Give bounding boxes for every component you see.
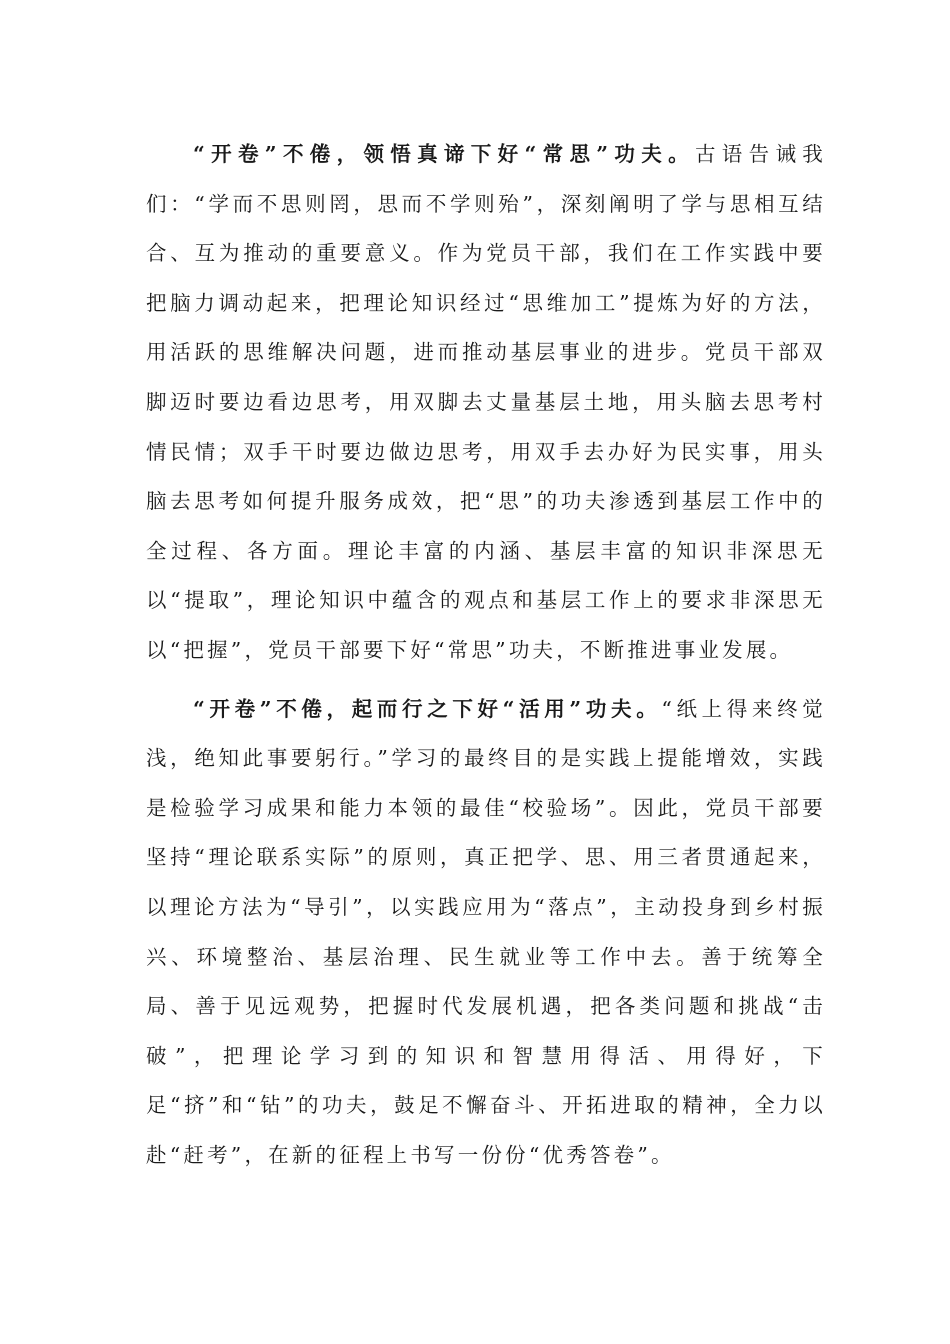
document-page — [146, 130, 826, 1180]
paragraph-2-body: “纸上得来终觉浅，绝知此事要躬行。”学习的最终目的是实践上提能增效，实践是检验学习成果和能力本领的最佳“校验场”。因此，党员干部要坚持“理论联系实际”的原则，真正把学、思、用三者贯通起来，以理论方法为“导引”，以实践应用为“落点”，主动投身到乡村振兴、环境整治、基层治理、民生就业等工作中去。善于统筹全局、善于见远观势，把握时代发展机遇，把各类问题和挑战“击破”，把理论学习到的知识和智慧用得活、用得好，下足“挤”和“钻”的功夫，鼓足不懈奋斗、开拓进取的精神，全力以赴“赶考”，在新的征程上书写一份份“优秀答卷”。 — [146, 696, 826, 1167]
paragraph-1-heading: “开卷”不倦，领悟真谛下好“常思”功夫。 — [193, 142, 695, 166]
paragraph-1-body: 古语告诫我们：“学而不思则罔，思而不学则殆”，深刻阐明了学与思相互结合、互为推动的重要意义。作为党员干部，我们在工作实践中要把脑力调动起来，把理论知识经过“思维加工”提炼为好的方法，用活跃的思维解决问题，进而推动基层事业的进步。党员干部双脚迈时要边看边思考，用双脚去丈量基层土地，用头脑去思考村情民情；双手干时要边做边思考，用双手去办好为民实事，用头脑去思考如何提升服务成效，把“思”的功夫渗透到基层工作中的全过程、各方面。理论丰富的内涵、基层丰富的知识非深思无以“提取”，理论知识中蕴含的观点和基层工作上的要求非深思无以“把握”，党员干部要下好“常思”功夫，不断推进事业发展。 — [146, 142, 827, 662]
paragraph-2-heading: “开卷”不倦，起而行之下好“活用”功夫。 — [193, 696, 662, 721]
paragraph-1 — [146, 130, 826, 676]
paragraph-2 — [146, 685, 826, 1181]
